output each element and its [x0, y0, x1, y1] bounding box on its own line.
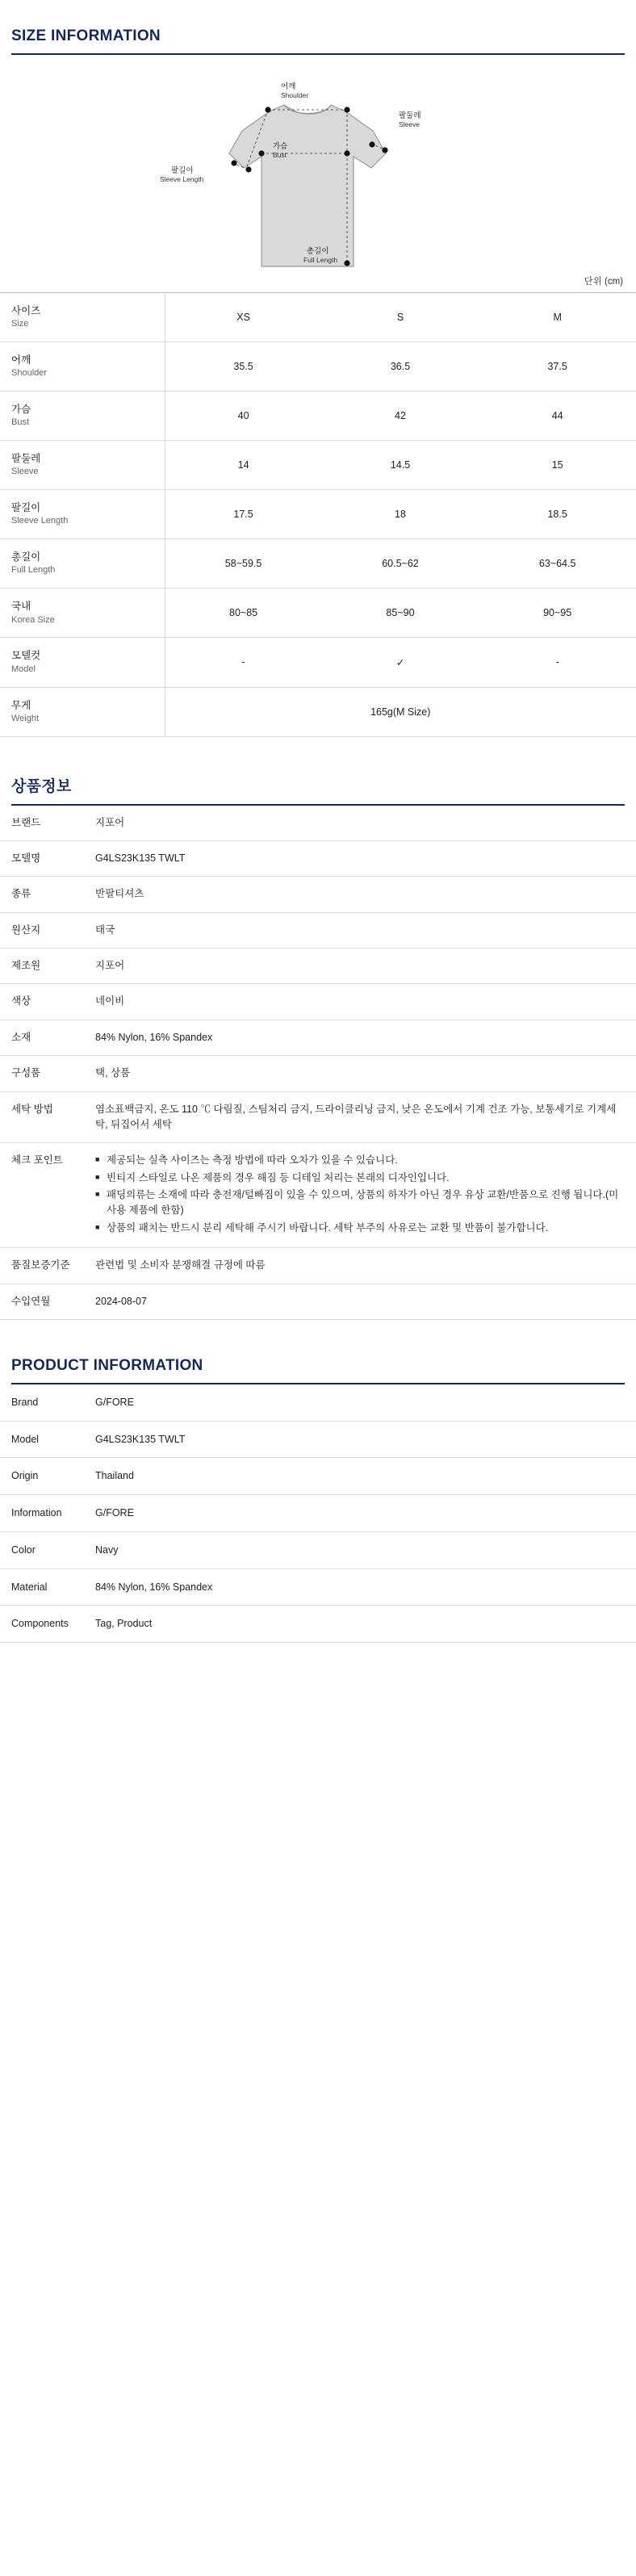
cell-value: 18.5 [479, 490, 636, 539]
unit-note: 단위 (cm) [584, 277, 623, 287]
cell-value: 42 [322, 392, 479, 441]
label-sleeve-kr: 팔둘레 [399, 111, 421, 120]
info-value-wash: 염소표백금지, 온도 110 ℃ 다림질, 스팀처리 금지, 드라이클리닝 금지, 낮은 온도에서 기계 건조 가능, 보통세기로 기계세탁, 뒤집어서 세탁 [95, 1091, 636, 1143]
info-value: 84% Nylon, 16% Spandex [95, 1020, 636, 1055]
info-value-check-point [95, 1143, 636, 1248]
row-label-kr: 가슴 [11, 404, 31, 416]
column-header-s: S [322, 293, 479, 342]
list-item: ■ 상품의 패치는 반드시 분리 세탁해 주시기 바랍니다. 세탁 부주의 사유로는 교환 및 반품이 불가합니다. [95, 1221, 620, 1236]
cell-value: 15 [479, 441, 636, 490]
list-item: ■ 제공되는 실측 사이즈는 측정 방법에 따라 오차가 있을 수 있습니다. [95, 1153, 620, 1168]
label-bust-kr: 가슴 [273, 142, 288, 151]
info-label: 수입연월 [0, 1284, 95, 1319]
table-row [0, 1248, 636, 1284]
label-shoulder-kr: 어깨 [281, 82, 296, 91]
info-label: 브랜드 [0, 806, 95, 841]
cell-value: 80~85 [165, 589, 322, 638]
table-row [0, 441, 636, 490]
cell-value: - [479, 638, 636, 687]
cell-value: 58~59.5 [165, 539, 322, 589]
product-information-en-heading: PRODUCT INFORMATION [11, 1356, 203, 1374]
info-value: 태국 [95, 912, 636, 948]
table-row [0, 984, 636, 1020]
info-value: Navy [95, 1531, 636, 1569]
row-label-kr: 팔둘레 [11, 453, 41, 465]
info-label-wash: 세탁 방법 [0, 1091, 95, 1143]
size-measurement-table [0, 292, 636, 737]
cell-value: 60.5~62 [322, 539, 479, 589]
row-label-kr: 무게 [11, 699, 31, 711]
cell-value: 90~95 [479, 589, 636, 638]
info-label: Material [0, 1569, 95, 1606]
row-label-model [0, 638, 165, 687]
list-item: ■ 패딩의류는 소재에 따라 충전재/털빠짐이 있을 수 있으며, 상품의 하자가 아닌 경우 유상 교환/반품으로 진행 됩니다.(미사용 제품에 한함) [95, 1187, 620, 1219]
table-row [0, 638, 636, 687]
cell-value: 37.5 [479, 342, 636, 392]
table-row [0, 1056, 636, 1091]
row-label-korea-size [0, 589, 165, 638]
table-row [0, 840, 636, 876]
info-value: 택, 상품 [95, 1056, 636, 1091]
table-head-row [0, 293, 636, 342]
size-information-heading: SIZE INFORMATION [11, 27, 161, 44]
label-sleeve-en: Sleeve [399, 120, 420, 128]
size-header-kr: 사이즈 [11, 305, 41, 316]
row-label-kr: 모델컷 [11, 650, 41, 662]
row-label-kr: 국내 [11, 601, 31, 613]
row-label-kr: 팔길이 [11, 502, 41, 514]
size-header-en: Size [11, 319, 29, 329]
row-label-kr: 총길이 [11, 551, 41, 563]
table-row-weight [0, 687, 636, 736]
table-row [0, 1606, 636, 1643]
cell-value-weight: 165g(M Size) [165, 687, 636, 736]
check-point-list [95, 1153, 620, 1236]
table-row [0, 949, 636, 984]
tshirt-shape [229, 105, 386, 266]
row-label-en: Korea Size [11, 614, 55, 625]
info-label: 제조원 [0, 949, 95, 984]
table-row [0, 1020, 636, 1055]
info-value: 2024-08-07 [95, 1284, 636, 1319]
table-row [0, 806, 636, 841]
info-label: 모델명 [0, 840, 95, 876]
cell-value: 18 [322, 490, 479, 539]
table-row [0, 589, 636, 638]
product-info-kr-heading: 상품정보 [11, 777, 72, 795]
cell-value: 63~64.5 [479, 539, 636, 589]
info-value: 관련법 및 소비자 분쟁해결 규정에 따름 [95, 1248, 636, 1284]
cell-value: - [165, 638, 322, 687]
table-row [0, 490, 636, 539]
info-value: G/FORE [95, 1495, 636, 1532]
table-row [0, 1384, 636, 1421]
cell-value: 14.5 [322, 441, 479, 490]
info-label: Brand [0, 1384, 95, 1421]
info-label: Color [0, 1531, 95, 1569]
info-label: 소재 [0, 1020, 95, 1055]
row-label-en: Model [11, 664, 36, 674]
row-label-en: Full Length [11, 565, 56, 576]
info-value: 지포어 [95, 806, 636, 841]
info-value: G4LS23K135 TWLT [95, 840, 636, 876]
column-header-xs: XS [165, 293, 322, 342]
cell-value: 85~90 [322, 589, 479, 638]
tshirt-measurement-svg [149, 66, 487, 268]
info-label: 종류 [0, 877, 95, 912]
info-value: 지포어 [95, 949, 636, 984]
cell-value: 36.5 [322, 342, 479, 392]
product-info-en-table [0, 1384, 636, 1643]
info-value: 반팔티셔츠 [95, 877, 636, 912]
table-row [0, 912, 636, 948]
row-label-sleeve [0, 441, 165, 490]
table-row-check-point [0, 1143, 636, 1248]
cell-value: 35.5 [165, 342, 322, 392]
info-value: 84% Nylon, 16% Spandex [95, 1569, 636, 1606]
row-label-bust [0, 392, 165, 441]
info-label: 품질보증기준 [0, 1248, 95, 1284]
table-row [0, 539, 636, 589]
row-label-en: Sleeve Length [11, 516, 69, 526]
info-label: Origin [0, 1458, 95, 1495]
info-label: Components [0, 1606, 95, 1643]
label-bust-en: Bust [273, 151, 287, 159]
row-label-kr: 어깨 [11, 354, 31, 367]
info-value: G/FORE [95, 1384, 636, 1421]
info-value: Thailand [95, 1458, 636, 1495]
garment-diagram [0, 55, 636, 271]
label-shoulder-en: Shoulder [281, 91, 309, 99]
row-label-en: Bust [11, 417, 30, 428]
size-header-cell [0, 293, 165, 342]
spacer [0, 1320, 636, 1357]
table-row [0, 1458, 636, 1495]
info-value: 네이비 [95, 984, 636, 1020]
row-label-full-length [0, 539, 165, 589]
table-row [0, 1569, 636, 1606]
cell-value-model-check: ✓ [322, 638, 479, 687]
table-row [0, 342, 636, 392]
info-value: Tag, Product [95, 1606, 636, 1643]
cell-value: 40 [165, 392, 322, 441]
info-label: Model [0, 1421, 95, 1458]
label-full-length-kr: 총길이 [307, 247, 329, 256]
product-info-kr-table [0, 806, 636, 1320]
cell-value: 14 [165, 441, 322, 490]
info-label: 색상 [0, 984, 95, 1020]
label-sleeve-length-en: Sleeve Length [160, 175, 204, 183]
row-label-sleeve-length [0, 490, 165, 539]
info-label: 원산지 [0, 912, 95, 948]
cell-value: 44 [479, 392, 636, 441]
table-row [0, 1421, 636, 1458]
label-full-length-en: Full Length [303, 256, 338, 264]
list-item: ■ 빈티지 스타일로 나온 제품의 경우 해짐 등 디테일 처리는 본래의 디자인입니다. [95, 1171, 620, 1186]
row-label-shoulder [0, 342, 165, 392]
info-label-check-point: 체크 포인트 [0, 1143, 95, 1248]
row-label-en: Weight [11, 713, 40, 723]
column-header-m: M [479, 293, 636, 342]
table-row [0, 1495, 636, 1532]
table-row [0, 1531, 636, 1569]
spacer [0, 737, 636, 774]
table-row [0, 392, 636, 441]
row-label-en: Shoulder [11, 368, 48, 379]
table-row [0, 877, 636, 912]
row-label-weight [0, 687, 165, 736]
row-label-en: Sleeve [11, 467, 39, 477]
info-label: 구성품 [0, 1056, 95, 1091]
cell-value: 17.5 [165, 490, 322, 539]
table-row [0, 1091, 636, 1143]
info-value: G4LS23K135 TWLT [95, 1421, 636, 1458]
info-label: Information [0, 1495, 95, 1532]
table-row [0, 1284, 636, 1319]
label-sleeve-length-kr: 팔길이 [171, 166, 194, 175]
